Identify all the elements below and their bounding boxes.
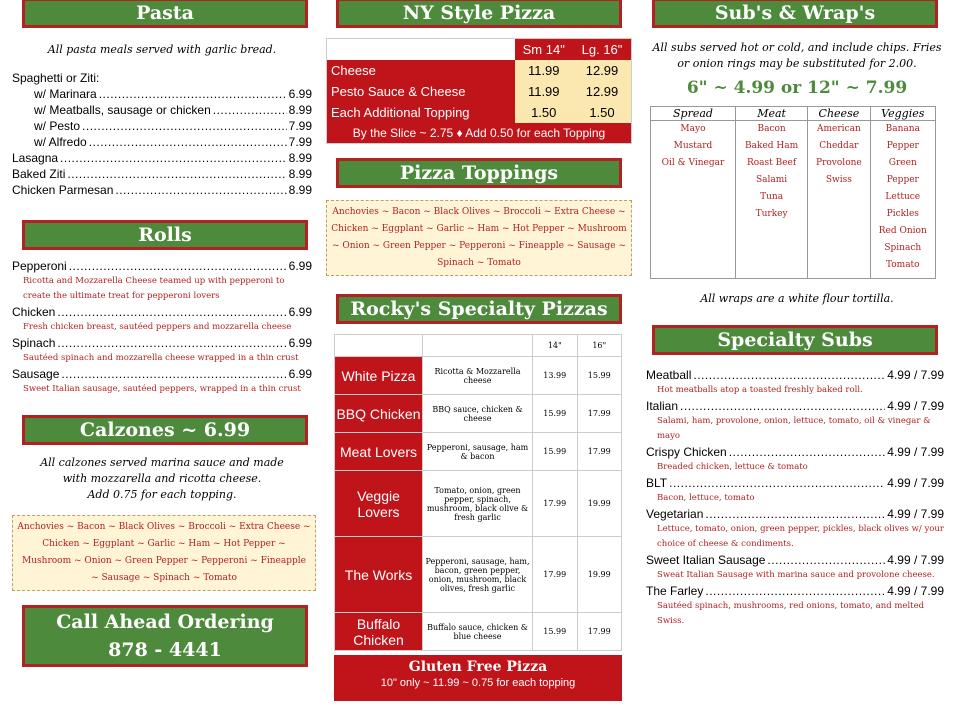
- call-ahead-banner: [22, 605, 308, 667]
- pasta-note: All pasta meals served with garlic bread.: [47, 43, 277, 56]
- item-description: Bacon, lettuce, tomato: [657, 493, 755, 503]
- sub-sizes: 6" ~ 4.99 or 12" ~ 7.99: [686, 78, 908, 98]
- item-description: Lettuce, tomato, onion, green pepper, pickles, black olives w/ your choice of cheese & condiments.: [657, 524, 944, 549]
- menu-item: Lasagna ..... 8.99: [12, 150, 312, 166]
- gluten-free-box: [334, 655, 622, 701]
- veggies-list: Banana Pepper Green Pepper Lettuce Pickles Red Onion Spinach Tomato: [870, 121, 935, 279]
- pasta-group-label: Spaghetti or Ziti:: [12, 71, 100, 85]
- ny-pizza-banner: NY Style Pizza: [336, 0, 622, 28]
- col-header: Cheese: [808, 107, 870, 121]
- specialty-pizza-table: [334, 334, 622, 651]
- menu-item: w/ Alfredo ..... 7.99: [34, 134, 312, 150]
- table-row: White Pizza Ricotta & Mozzarella cheese 13.99 15.99: [335, 357, 622, 395]
- item-description: Sweat Italian Sausage with marina sauce and provolone cheese.: [657, 570, 935, 580]
- menu-item: Vegetarian ..... 4.99 / 7.99: [646, 506, 944, 522]
- subs-note: All subs served hot or cold, and include chips. Fries or onion rings may be substituted for 2.00.: [652, 41, 942, 70]
- rolls-banner: Rolls: [22, 220, 308, 250]
- table-row: Meat Lovers Pepperoni, sausage, ham & bacon 15.99 17.99: [335, 433, 622, 471]
- item-description: Hot meatballs atop a toasted freshly baked roll.: [657, 385, 863, 395]
- menu-item: Italian ..... 4.99 / 7.99: [646, 398, 944, 414]
- cheese-list: American Cheddar Provolone Swiss: [808, 121, 870, 279]
- col-header: Lg. 16": [573, 39, 632, 60]
- spread-list: Mayo Mustard Oil & Vinegar: [651, 121, 736, 279]
- table-row: Veggie Lovers Tomato, onion, green pepper, spinach, mushroom, black olive & fresh garlic 17.99 19.99: [335, 471, 622, 537]
- sub-options-table: [650, 106, 936, 279]
- calzone-toppings-box: Anchovies ~ Bacon ~ Black Olives ~ Broccoli ~ Extra Cheese ~ Chicken ~ Eggplant ~ Garlic ~ Ham ~ Hot Pepper ~ Mushroom ~ Onion ~ Green Pepper ~ Pepperoni ~ Fineapple ~ Sausage ~ Spinach ~ Tomato: [12, 515, 316, 591]
- specialty-pizza-banner: Rocky's Specialty Pizzas: [336, 294, 622, 324]
- menu-item: Pepperoni ..... 6.99: [12, 258, 312, 274]
- item-description: Sweet Italian sausage, sautéed peppers, wrapped in a thin crust: [23, 384, 301, 394]
- col-header: Spread: [651, 107, 736, 121]
- menu-item: The Farley ..... 4.99 / 7.99: [646, 583, 944, 599]
- menu-item: Baked Ziti ..... 8.99: [12, 166, 312, 182]
- table-row: Cheese 11.99 12.99: [327, 60, 632, 81]
- menu-item: Spinach ..... 6.99: [12, 335, 312, 351]
- item-description: Ricotta and Mozzarella Cheese teamed up with pepperoni to create the ultimate treat for pepperoni lovers: [23, 276, 285, 301]
- calzones-note: All calzones served marina sauce and made with mozzarella and ricotta cheese.: [40, 456, 284, 485]
- specialty-subs-banner: Specialty Subs: [652, 325, 938, 355]
- right-column: [646, 0, 948, 629]
- table-row: BBQ Chicken BBQ sauce, chicken & cheese 15.99 17.99: [335, 395, 622, 433]
- col-header: Meat: [735, 107, 807, 121]
- menu-item: BLT ..... 4.99 / 7.99: [646, 475, 944, 491]
- gluten-free-title: Gluten Free Pizza: [408, 659, 548, 675]
- pasta-sub-list: [12, 86, 312, 150]
- pasta-banner: Pasta: [22, 0, 308, 28]
- col-header: 16": [577, 335, 622, 357]
- subs-banner: Sub's & Wrap's: [652, 0, 938, 28]
- phone-number: 878 - 4441: [108, 639, 222, 661]
- meat-list: Bacon Baked Ham Roast Beef Salami Tuna Turkey: [735, 121, 807, 279]
- menu-item: Chicken Parmesan ..... 8.99: [12, 182, 312, 198]
- table-row: Buffalo Chicken Buffalo sauce, chicken & blue cheese 15.99 17.99: [335, 613, 622, 651]
- menu-item: w/ Pesto ..... 7.99: [34, 118, 312, 134]
- ny-pizza-table: [326, 38, 632, 144]
- menu-item: w/ Marinara ..... 6.99: [34, 86, 312, 102]
- specialty-subs-list: [646, 367, 948, 629]
- middle-column: [326, 0, 632, 701]
- menu-item: Sweet Italian Sausage ..... 4.99 / 7.99: [646, 552, 944, 568]
- table-row: Pesto Sauce & Cheese 11.99 12.99: [327, 81, 632, 102]
- menu-item: Sausage ..... 6.99: [12, 366, 312, 382]
- call-ahead-title: Call Ahead Ordering: [56, 611, 274, 633]
- table-row: The Works Pepperoni, sausage, ham, bacon, green pepper, onion, mushroom, black olives, fresh garlic 17.99 19.99: [335, 537, 622, 613]
- toppings-banner: Pizza Toppings: [336, 158, 622, 188]
- col-header: 14": [533, 335, 578, 357]
- col-header: Sm 14": [515, 39, 573, 60]
- menu-item: Chicken ..... 6.99: [12, 304, 312, 320]
- slice-info: By the Slice ~ 2.75 ♦ Add 0.50 for each Topping: [327, 123, 632, 144]
- table-row: Each Additional Topping 1.50 1.50: [327, 102, 632, 123]
- menu-item: Meatball ..... 4.99 / 7.99: [646, 367, 944, 383]
- menu-item: Crispy Chicken ..... 4.99 / 7.99: [646, 444, 944, 460]
- rolls-list: [12, 258, 312, 397]
- left-column: [12, 0, 312, 667]
- item-description: Breaded chicken, lettuce & tomato: [657, 462, 808, 472]
- wrap-note: All wraps are a white flour tortilla.: [700, 292, 894, 305]
- item-description: Sautéed spinach and mozzarella cheese wrapped in a thin crust: [23, 353, 299, 363]
- pizza-toppings-box: Anchovies ~ Bacon ~ Black Olives ~ Broccoli ~ Extra Cheese ~ Chicken ~ Eggplant ~ Garlic ~ Ham ~ Hot Pepper ~ Mushroom ~ Onion ~ Green Pepper ~ Pepperoni ~ Fineapple ~ Sausage ~ Spinach ~ Tomato: [326, 200, 632, 276]
- item-description: Fresh chicken breast, sautéed peppers and mozzarella cheese: [23, 322, 292, 332]
- col-header: Veggies: [870, 107, 935, 121]
- gluten-free-note: 10" only ~ 11.99 ~ 0.75 for each topping: [380, 677, 576, 689]
- calzones-topping-note: Add 0.75 for each topping.: [87, 488, 237, 501]
- item-description: Salami, ham, provolone, onion, lettuce, tomato, oil & vinegar & mayo: [657, 416, 931, 441]
- item-description: Sautéed spinach, mushrooms, red onions, tomato, and melted Swiss.: [657, 601, 925, 626]
- calzones-banner: Calzones ~ 6.99: [22, 415, 308, 445]
- menu-item: w/ Meatballs, sausage or chicken ..... 8.99: [34, 102, 312, 118]
